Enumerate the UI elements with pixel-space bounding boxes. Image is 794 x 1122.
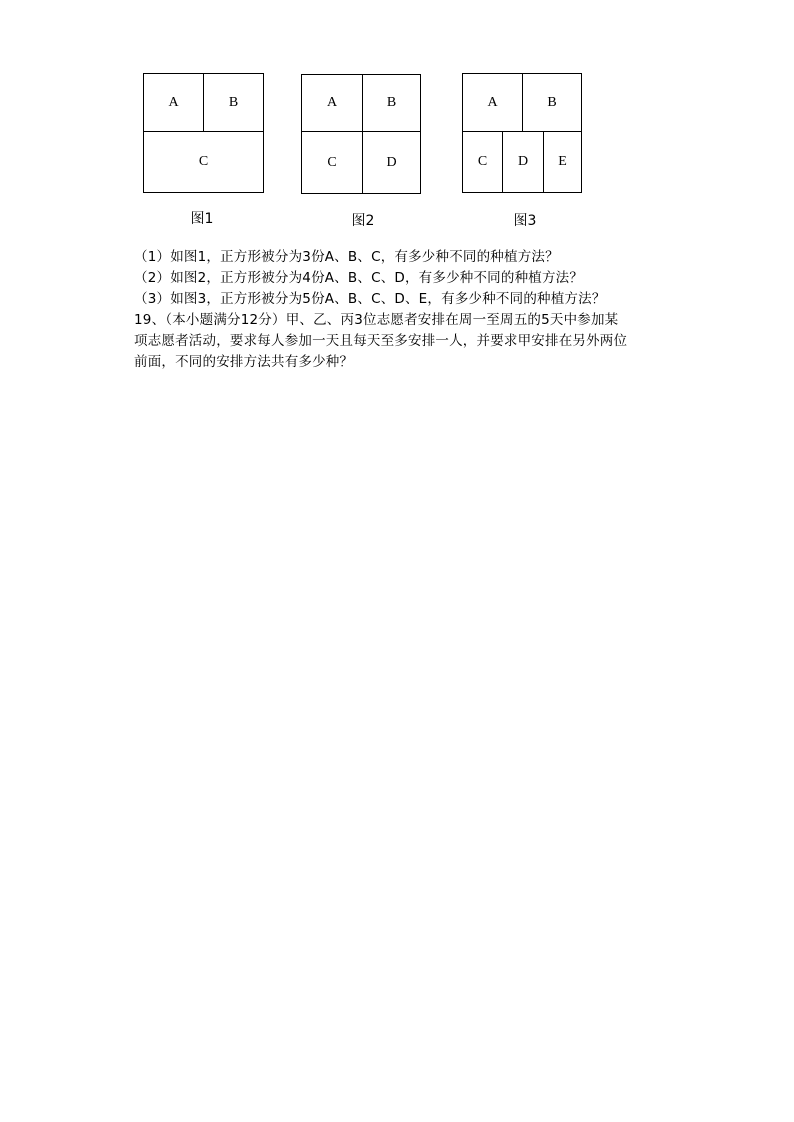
question-1: （1）如图1，正方形被分为3份A、B、C，有多少种不同的种植方法？ <box>134 249 559 265</box>
fig2-cell-c: C <box>302 132 363 193</box>
fig3-cell-a: A <box>463 74 523 132</box>
figure-2 <box>301 74 421 194</box>
fig2-cell-b: B <box>363 75 420 132</box>
fig3-cell-d: D <box>503 132 544 192</box>
fig3-cell-c: C <box>463 132 503 192</box>
fig3-cell-b: B <box>523 74 581 132</box>
problem-19-line-2: 项志愿者活动，要求每人参加一天且每天至多安排一人，并要求甲安排在另外两位 <box>134 333 628 349</box>
question-3: （3）如图3，正方形被分为5份A、B、C、D、E，有多少种不同的种植方法？ <box>134 291 606 307</box>
figure-3 <box>462 73 582 193</box>
problem-19-line-1: 19、（本小题满分12分）甲、乙、丙3位志愿者安排在周一至周五的5天中参加某 <box>134 312 619 328</box>
fig2-cell-d: D <box>386 154 397 170</box>
problem-19-line-3: 前面，不同的安排方法共有多少种？ <box>134 354 354 370</box>
fig2-cell-a: A <box>302 75 363 132</box>
fig1-cell-a: A <box>144 74 204 132</box>
figure-1-caption: 图1 <box>190 211 214 227</box>
fig1-cell-c: C <box>198 154 209 169</box>
question-2: （2）如图2，正方形被分为4份A、B、C、D，有多少种不同的种植方法？ <box>134 270 584 286</box>
figure-3-caption: 图3 <box>513 213 537 229</box>
fig1-cell-b: B <box>204 74 263 132</box>
figure-2-caption: 图2 <box>351 213 375 229</box>
figure-1 <box>143 73 264 193</box>
fig3-cell-e: E <box>558 154 567 169</box>
